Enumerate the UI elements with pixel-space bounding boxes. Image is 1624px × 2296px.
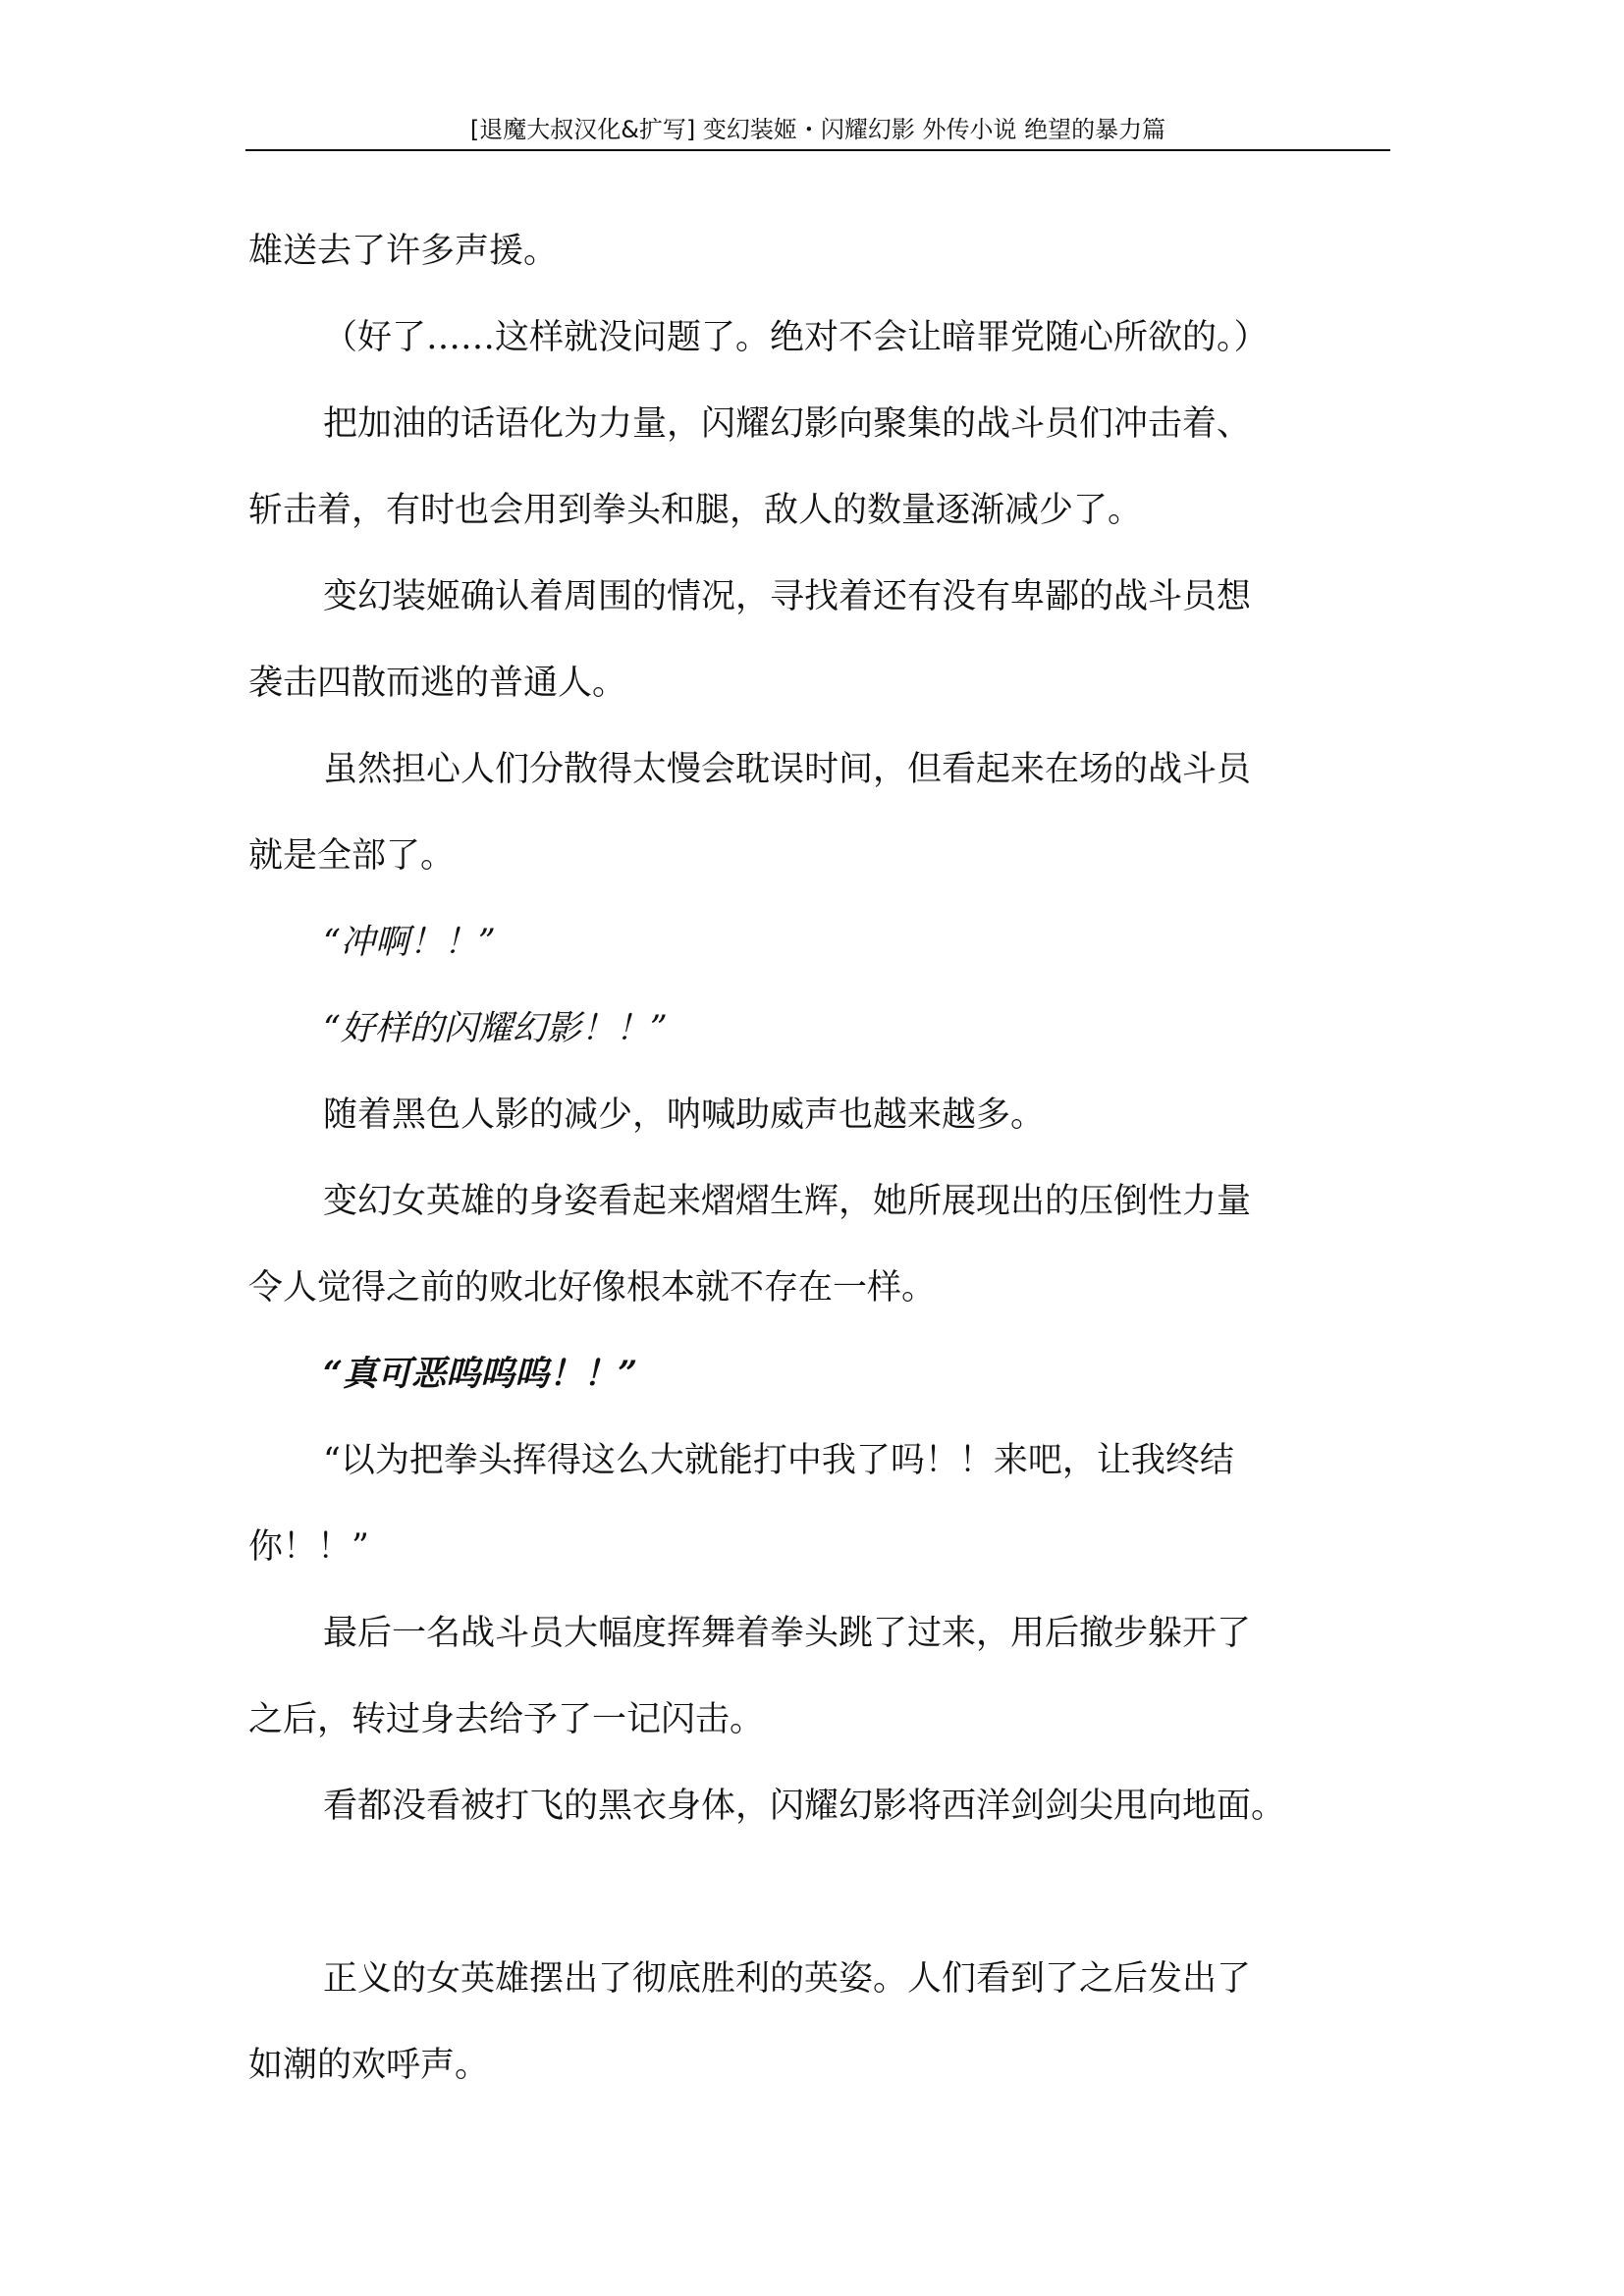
text-line: 袭击四散而逃的普通人。	[248, 664, 627, 703]
text-line: 正义的女英雄摆出了彻底胜利的英姿。人们看到了之后发出了	[323, 1959, 1252, 1999]
text-line: 看都没看被打飞的黑衣身体，闪耀幻影将西洋剑剑尖甩向地面。	[323, 1787, 1286, 1826]
text-line: 雄送去了许多声援。	[248, 232, 559, 271]
text-line: 变幻装姬确认着周围的情况，寻找着还有没有卑鄙的战斗员想	[323, 577, 1252, 616]
text-line: 最后一名战斗员大幅度挥舞着拳头跳了过来，用后撤步躲开了	[323, 1614, 1252, 1653]
text-line: 就是全部了。	[248, 836, 456, 876]
text-line: 如潮的欢呼声。	[248, 2046, 490, 2085]
dialogue-line: “真可恶呜呜呜！！”	[323, 1354, 638, 1394]
text-line: 虽然担心人们分散得太慢会耽误时间，但看起来在场的战斗员	[323, 750, 1252, 789]
dialogue-line: “冲啊！！”	[323, 923, 496, 962]
text-line: （好了……这样就没问题了。绝对不会让暗罪党随心所欲的。）	[323, 318, 1269, 357]
document-body	[248, 208, 1378, 2109]
text-line: 斩击着，有时也会用到拳头和腿，敌人的数量逐渐减少了。	[248, 491, 1143, 530]
blank-line	[248, 1849, 1378, 1936]
text-line: 令人觉得之前的败北好像根本就不存在一样。	[248, 1268, 937, 1308]
text-line: 把加油的话语化为力量，闪耀幻影向聚集的战斗员们冲击着、	[323, 404, 1252, 444]
page-header: [退魔大叔汉化&扩写] 变幻装姬・闪耀幻影 外传小说 绝望的暴力篇	[469, 116, 1166, 143]
dialogue-line: “以为把拳头挥得这么大就能打中我了吗！！来吧，让我终结	[323, 1441, 1234, 1480]
dialogue-line: 你！！”	[248, 1527, 369, 1567]
text-line: 之后，转过身去给予了一记闪击。	[248, 1700, 765, 1739]
text-line: 变幻女英雄的身姿看起来熠熠生辉，她所展现出的压倒性力量	[323, 1182, 1252, 1221]
text-line: 随着黑色人影的减少，呐喊助威声也越来越多。	[323, 1095, 1046, 1135]
dialogue-line: “好样的闪耀幻影！！”	[323, 1009, 668, 1048]
header-divider	[245, 149, 1390, 151]
